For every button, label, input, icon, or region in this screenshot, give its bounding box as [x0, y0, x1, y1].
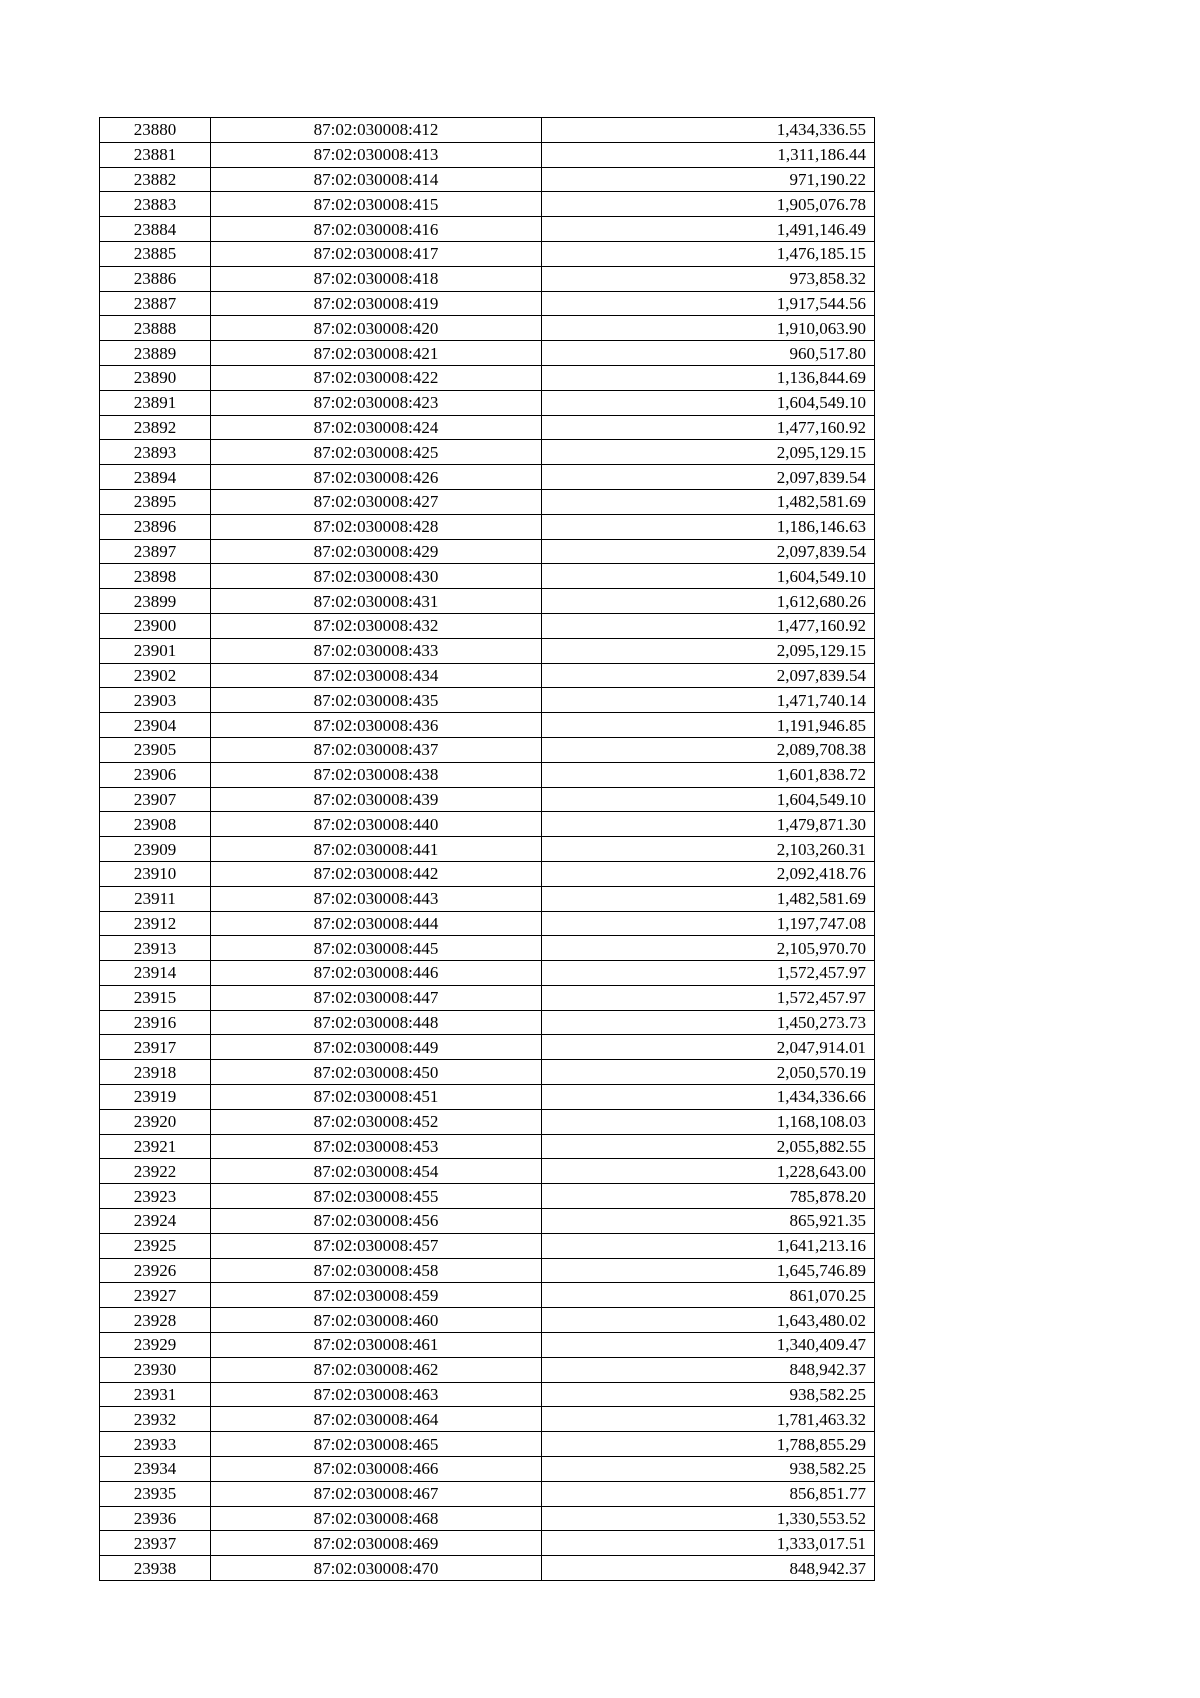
cadastral-number-cell: 87:02:030008:434: [211, 663, 542, 688]
cadastral-number-cell: 87:02:030008:425: [211, 440, 542, 465]
cadastral-value-cell: 1,482,581.69: [542, 489, 875, 514]
row-number-cell: 23895: [100, 489, 211, 514]
cadastral-number-cell: 87:02:030008:435: [211, 688, 542, 713]
cadastral-number-cell: 87:02:030008:431: [211, 589, 542, 614]
table-row: [100, 564, 875, 589]
table-row: [100, 415, 875, 440]
table-row: [100, 489, 875, 514]
cadastral-number-cell: 87:02:030008:468: [211, 1506, 542, 1531]
row-number-cell: 23909: [100, 837, 211, 862]
row-number-cell: 23886: [100, 266, 211, 291]
row-number-cell: 23922: [100, 1159, 211, 1184]
cadastral-number-cell: 87:02:030008:415: [211, 192, 542, 217]
cadastral-value-cell: 1,910,063.90: [542, 316, 875, 341]
cadastral-number-cell: 87:02:030008:433: [211, 638, 542, 663]
table-row: [100, 1209, 875, 1234]
cadastral-number-cell: 87:02:030008:426: [211, 465, 542, 490]
row-number-cell: 23890: [100, 365, 211, 390]
table-row: [100, 1159, 875, 1184]
cadastral-value-cell: 2,103,260.31: [542, 837, 875, 862]
row-number-cell: 23905: [100, 737, 211, 762]
cadastral-value-cell: 1,450,273.73: [542, 1010, 875, 1035]
table-row: [100, 217, 875, 242]
row-number-cell: 23882: [100, 167, 211, 192]
cadastral-number-cell: 87:02:030008:438: [211, 762, 542, 787]
table-row: [100, 1258, 875, 1283]
cadastral-value-cell: 2,092,418.76: [542, 861, 875, 886]
row-number-cell: 23906: [100, 762, 211, 787]
cadastral-value-cell: 2,105,970.70: [542, 936, 875, 961]
table-row: [100, 762, 875, 787]
table-row: [100, 465, 875, 490]
cadastral-number-cell: 87:02:030008:456: [211, 1209, 542, 1234]
table-row: [100, 837, 875, 862]
row-number-cell: 23935: [100, 1481, 211, 1506]
cadastral-number-cell: 87:02:030008:458: [211, 1258, 542, 1283]
cadastral-value-cell: 865,921.35: [542, 1209, 875, 1234]
cadastral-value-cell: 1,477,160.92: [542, 415, 875, 440]
cadastral-number-cell: 87:02:030008:459: [211, 1283, 542, 1308]
row-number-cell: 23887: [100, 291, 211, 316]
table-row: [100, 365, 875, 390]
cadastral-value-cell: 1,917,544.56: [542, 291, 875, 316]
table-row: [100, 1308, 875, 1333]
row-number-cell: 23900: [100, 613, 211, 638]
cadastral-number-cell: 87:02:030008:448: [211, 1010, 542, 1035]
cadastral-number-cell: 87:02:030008:462: [211, 1357, 542, 1382]
cadastral-number-cell: 87:02:030008:466: [211, 1457, 542, 1482]
row-number-cell: 23933: [100, 1432, 211, 1457]
cadastral-number-cell: 87:02:030008:460: [211, 1308, 542, 1333]
cadastral-value-cell: 1,186,146.63: [542, 514, 875, 539]
cadastral-value-cell: 2,097,839.54: [542, 663, 875, 688]
cadastral-number-cell: 87:02:030008:412: [211, 118, 542, 143]
table-row: [100, 1010, 875, 1035]
table-row: [100, 192, 875, 217]
row-number-cell: 23888: [100, 316, 211, 341]
table-row: [100, 1556, 875, 1581]
table-row: [100, 1134, 875, 1159]
cadastral-value-cell: 1,228,643.00: [542, 1159, 875, 1184]
cadastral-number-cell: 87:02:030008:461: [211, 1333, 542, 1358]
cadastral-number-cell: 87:02:030008:442: [211, 861, 542, 886]
cadastral-value-cell: 2,095,129.15: [542, 440, 875, 465]
cadastral-value-cell: 1,572,457.97: [542, 961, 875, 986]
table-row: [100, 341, 875, 366]
table-row: [100, 1481, 875, 1506]
table-row: [100, 1333, 875, 1358]
table-row: [100, 1407, 875, 1432]
cadastral-number-cell: 87:02:030008:455: [211, 1184, 542, 1209]
row-number-cell: 23907: [100, 787, 211, 812]
table-row: [100, 1085, 875, 1110]
cadastral-value-cell: 1,604,549.10: [542, 564, 875, 589]
row-number-cell: 23916: [100, 1010, 211, 1035]
table-row: [100, 1357, 875, 1382]
table-row: [100, 936, 875, 961]
row-number-cell: 23897: [100, 539, 211, 564]
cadastral-number-cell: 87:02:030008:427: [211, 489, 542, 514]
cadastral-number-cell: 87:02:030008:423: [211, 390, 542, 415]
row-number-cell: 23894: [100, 465, 211, 490]
table-row: [100, 861, 875, 886]
cadastral-value-cell: 848,942.37: [542, 1556, 875, 1581]
table-row: [100, 911, 875, 936]
row-number-cell: 23936: [100, 1506, 211, 1531]
cadastral-number-cell: 87:02:030008:469: [211, 1531, 542, 1556]
row-number-cell: 23921: [100, 1134, 211, 1159]
row-number-cell: 23932: [100, 1407, 211, 1432]
cadastral-value-cell: 861,070.25: [542, 1283, 875, 1308]
cadastral-value-cell: 1,136,844.69: [542, 365, 875, 390]
cadastral-number-cell: 87:02:030008:467: [211, 1481, 542, 1506]
cadastral-value-cell: 848,942.37: [542, 1357, 875, 1382]
cadastral-number-cell: 87:02:030008:419: [211, 291, 542, 316]
cadastral-number-cell: 87:02:030008:436: [211, 713, 542, 738]
cadastral-value-cell: 1,479,871.30: [542, 812, 875, 837]
row-number-cell: 23915: [100, 985, 211, 1010]
cadastral-number-cell: 87:02:030008:451: [211, 1085, 542, 1110]
cadastral-value-cell: 1,645,746.89: [542, 1258, 875, 1283]
table-row: [100, 1109, 875, 1134]
cadastral-number-cell: 87:02:030008:444: [211, 911, 542, 936]
row-number-cell: 23938: [100, 1556, 211, 1581]
row-number-cell: 23937: [100, 1531, 211, 1556]
cadastral-number-cell: 87:02:030008:440: [211, 812, 542, 837]
cadastral-value-cell: 938,582.25: [542, 1457, 875, 1482]
cadastral-value-cell: 1,434,336.55: [542, 118, 875, 143]
cadastral-number-cell: 87:02:030008:422: [211, 365, 542, 390]
row-number-cell: 23934: [100, 1457, 211, 1482]
cadastral-value-cell: 1,482,581.69: [542, 886, 875, 911]
cadastral-value-cell: 2,089,708.38: [542, 737, 875, 762]
cadastral-value-cell: 1,191,946.85: [542, 713, 875, 738]
row-number-cell: 23883: [100, 192, 211, 217]
table-row: [100, 1432, 875, 1457]
table-row: [100, 713, 875, 738]
row-number-cell: 23926: [100, 1258, 211, 1283]
cadastral-value-cell: 2,050,570.19: [542, 1060, 875, 1085]
table-row: [100, 985, 875, 1010]
cadastral-value-cell: 856,851.77: [542, 1481, 875, 1506]
table-row: [100, 886, 875, 911]
cadastral-value-cell: 785,878.20: [542, 1184, 875, 1209]
cadastral-number-cell: 87:02:030008:417: [211, 241, 542, 266]
cadastral-number-cell: 87:02:030008:421: [211, 341, 542, 366]
table-row: [100, 390, 875, 415]
row-number-cell: 23896: [100, 514, 211, 539]
row-number-cell: 23924: [100, 1209, 211, 1234]
cadastral-number-cell: 87:02:030008:447: [211, 985, 542, 1010]
cadastral-number-cell: 87:02:030008:450: [211, 1060, 542, 1085]
table-row: [100, 688, 875, 713]
cadastral-value-cell: 1,333,017.51: [542, 1531, 875, 1556]
row-number-cell: 23892: [100, 415, 211, 440]
cadastral-value-cell: 1,604,549.10: [542, 787, 875, 812]
cadastral-number-cell: 87:02:030008:424: [211, 415, 542, 440]
cadastral-value-cell: 2,055,882.55: [542, 1134, 875, 1159]
table-row: [100, 118, 875, 143]
cadastral-number-cell: 87:02:030008:446: [211, 961, 542, 986]
row-number-cell: 23918: [100, 1060, 211, 1085]
cadastral-value-cell: 2,095,129.15: [542, 638, 875, 663]
table-row: [100, 1283, 875, 1308]
cadastral-value-cell: 1,781,463.32: [542, 1407, 875, 1432]
cadastral-value-cell: 1,476,185.15: [542, 241, 875, 266]
table-row: [100, 1457, 875, 1482]
row-number-cell: 23884: [100, 217, 211, 242]
table-row: [100, 291, 875, 316]
cadastral-number-cell: 87:02:030008:414: [211, 167, 542, 192]
table-row: [100, 1531, 875, 1556]
cadastral-number-cell: 87:02:030008:454: [211, 1159, 542, 1184]
cadastral-value-cell: 1,604,549.10: [542, 390, 875, 415]
cadastral-number-cell: 87:02:030008:413: [211, 142, 542, 167]
row-number-cell: 23920: [100, 1109, 211, 1134]
cadastral-number-cell: 87:02:030008:430: [211, 564, 542, 589]
cadastral-value-cell: 1,340,409.47: [542, 1333, 875, 1358]
cadastral-number-cell: 87:02:030008:429: [211, 539, 542, 564]
cadastral-value-cell: 1,434,336.66: [542, 1085, 875, 1110]
row-number-cell: 23910: [100, 861, 211, 886]
row-number-cell: 23923: [100, 1184, 211, 1209]
row-number-cell: 23928: [100, 1308, 211, 1333]
table-row: [100, 1506, 875, 1531]
row-number-cell: 23891: [100, 390, 211, 415]
cadastral-value-cell: 1,330,553.52: [542, 1506, 875, 1531]
cadastral-value-cell: 1,197,747.08: [542, 911, 875, 936]
table-row: [100, 266, 875, 291]
row-number-cell: 23925: [100, 1233, 211, 1258]
table-row: [100, 316, 875, 341]
cadastral-value-table: [99, 117, 875, 1581]
cadastral-value-cell: 1,643,480.02: [542, 1308, 875, 1333]
cadastral-value-cell: 1,788,855.29: [542, 1432, 875, 1457]
cadastral-value-cell: 971,190.22: [542, 167, 875, 192]
cadastral-number-cell: 87:02:030008:449: [211, 1035, 542, 1060]
row-number-cell: 23880: [100, 118, 211, 143]
cadastral-value-cell: 1,168,108.03: [542, 1109, 875, 1134]
table-row: [100, 1233, 875, 1258]
cadastral-number-cell: 87:02:030008:470: [211, 1556, 542, 1581]
row-number-cell: 23901: [100, 638, 211, 663]
cadastral-number-cell: 87:02:030008:416: [211, 217, 542, 242]
table-row: [100, 1184, 875, 1209]
row-number-cell: 23919: [100, 1085, 211, 1110]
row-number-cell: 23885: [100, 241, 211, 266]
table-row: [100, 1060, 875, 1085]
cadastral-value-cell: 1,572,457.97: [542, 985, 875, 1010]
cadastral-value-cell: 1,612,680.26: [542, 589, 875, 614]
cadastral-number-cell: 87:02:030008:418: [211, 266, 542, 291]
table-row: [100, 638, 875, 663]
table-row: [100, 737, 875, 762]
cadastral-number-cell: 87:02:030008:443: [211, 886, 542, 911]
cadastral-number-cell: 87:02:030008:463: [211, 1382, 542, 1407]
row-number-cell: 23908: [100, 812, 211, 837]
cadastral-number-cell: 87:02:030008:452: [211, 1109, 542, 1134]
table-body: [100, 118, 875, 1581]
cadastral-value-cell: 1,311,186.44: [542, 142, 875, 167]
cadastral-value-cell: 1,477,160.92: [542, 613, 875, 638]
cadastral-value-cell: 960,517.80: [542, 341, 875, 366]
cadastral-number-cell: 87:02:030008:441: [211, 837, 542, 862]
table-row: [100, 961, 875, 986]
row-number-cell: 23902: [100, 663, 211, 688]
row-number-cell: 23930: [100, 1357, 211, 1382]
cadastral-number-cell: 87:02:030008:437: [211, 737, 542, 762]
cadastral-value-cell: 973,858.32: [542, 266, 875, 291]
table-row: [100, 241, 875, 266]
table-row: [100, 1382, 875, 1407]
cadastral-number-cell: 87:02:030008:453: [211, 1134, 542, 1159]
cadastral-value-cell: 2,097,839.54: [542, 539, 875, 564]
table-row: [100, 539, 875, 564]
row-number-cell: 23881: [100, 142, 211, 167]
row-number-cell: 23929: [100, 1333, 211, 1358]
table-row: [100, 142, 875, 167]
row-number-cell: 23927: [100, 1283, 211, 1308]
cadastral-number-cell: 87:02:030008:464: [211, 1407, 542, 1432]
table-row: [100, 613, 875, 638]
row-number-cell: 23912: [100, 911, 211, 936]
cadastral-value-cell: 938,582.25: [542, 1382, 875, 1407]
cadastral-number-cell: 87:02:030008:432: [211, 613, 542, 638]
row-number-cell: 23899: [100, 589, 211, 614]
row-number-cell: 23911: [100, 886, 211, 911]
row-number-cell: 23917: [100, 1035, 211, 1060]
table-row: [100, 514, 875, 539]
table-row: [100, 663, 875, 688]
table-row: [100, 812, 875, 837]
cadastral-value-cell: 1,601,838.72: [542, 762, 875, 787]
cadastral-value-cell: 2,047,914.01: [542, 1035, 875, 1060]
row-number-cell: 23931: [100, 1382, 211, 1407]
row-number-cell: 23904: [100, 713, 211, 738]
row-number-cell: 23913: [100, 936, 211, 961]
row-number-cell: 23893: [100, 440, 211, 465]
cadastral-number-cell: 87:02:030008:465: [211, 1432, 542, 1457]
cadastral-number-cell: 87:02:030008:439: [211, 787, 542, 812]
row-number-cell: 23898: [100, 564, 211, 589]
table-row: [100, 440, 875, 465]
cadastral-value-cell: 2,097,839.54: [542, 465, 875, 490]
table-row: [100, 167, 875, 192]
cadastral-value-cell: 1,641,213.16: [542, 1233, 875, 1258]
cadastral-value-cell: 1,905,076.78: [542, 192, 875, 217]
row-number-cell: 23903: [100, 688, 211, 713]
cadastral-number-cell: 87:02:030008:428: [211, 514, 542, 539]
table-row: [100, 589, 875, 614]
table-row: [100, 787, 875, 812]
cadastral-number-cell: 87:02:030008:420: [211, 316, 542, 341]
cadastral-number-cell: 87:02:030008:445: [211, 936, 542, 961]
cadastral-number-cell: 87:02:030008:457: [211, 1233, 542, 1258]
row-number-cell: 23889: [100, 341, 211, 366]
cadastral-value-cell: 1,491,146.49: [542, 217, 875, 242]
cadastral-value-cell: 1,471,740.14: [542, 688, 875, 713]
table-row: [100, 1035, 875, 1060]
row-number-cell: 23914: [100, 961, 211, 986]
